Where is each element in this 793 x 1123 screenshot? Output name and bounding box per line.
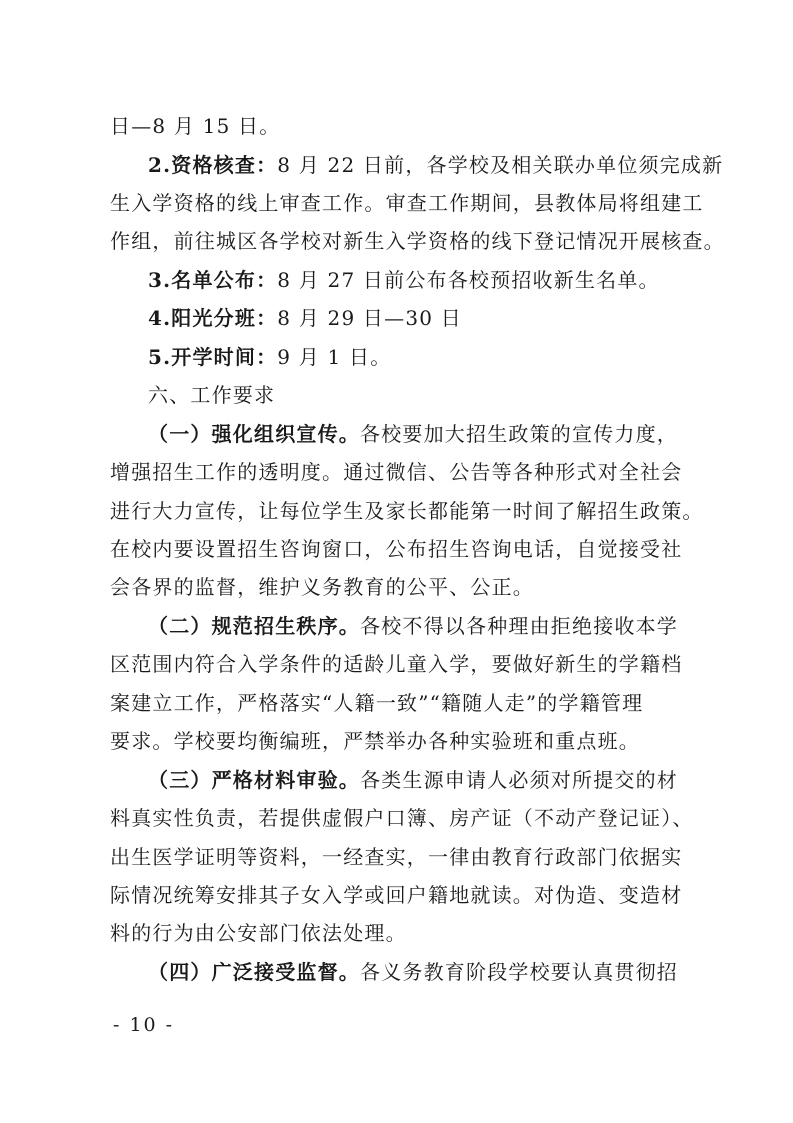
text-line-22: 料的行为由公安部门依法处理。	[110, 921, 407, 945]
text-line-12: 在校内要设置招生咨询窗口，公布招生咨询电话，自觉接受社	[110, 537, 683, 561]
subsection-3-materials: （三）严格材料审验。各类生源申请人必须对所提交的材	[148, 768, 678, 792]
subsection-4-supervision: （四）广泛接受监督。各义务教育阶段学校要认真贯彻招	[148, 960, 678, 984]
subsection-2-order: （二）规范招生秩序。各校不得以各种理由拒绝接收本学	[148, 614, 678, 638]
text-line-16: 案建立工作，严格落实“人籍一致”“籍随人走”的学籍管理	[110, 691, 644, 715]
text-line-20: 出生医学证明等资料，一经查实，一律由教育行政部门依据实	[110, 845, 683, 869]
text-line-13: 会各界的监督，维护义务教育的公平、公正。	[110, 575, 534, 599]
text-line-21: 际情况统筹安排其子女入学或回户籍地就读。对伪造、变造材	[110, 883, 683, 907]
text-line-11: 进行大力宣传，让每位学生及家长都能第一时间了解招生政策。	[110, 499, 704, 523]
text-line-1: 日—8 月 15 日。	[110, 114, 281, 138]
text-line-15: 区范围内符合入学条件的适龄儿童入学，要做好新生的学籍档	[110, 652, 683, 676]
section-heading-6: 六、工作要求	[148, 383, 276, 407]
subsection-1-publicity: （一）强化组织宣传。各校要加大招生政策的宣传力度，	[148, 422, 678, 446]
item-3-list-publication: 3.名单公布：8 月 27 日前公布各校预招收新生名单。	[148, 268, 660, 292]
item-2-qualification-check: 2.资格核查：8 月 22 日前，各学校及相关联办单位须完成新	[148, 153, 724, 177]
text-line-4: 作组，前往城区各学校对新生入学资格的线下登记情况开展核查。	[110, 229, 725, 253]
text-line-17: 要求。学校要均衡编班，严禁举办各种实验班和重点班。	[110, 729, 640, 753]
item-5-school-start: 5.开学时间：9 月 1 日。	[148, 345, 392, 369]
text-line-10: 增强招生工作的透明度。通过微信、公告等各种形式对全社会	[110, 460, 683, 484]
text-line-3: 生入学资格的线上审查工作。审查工作期间，县教体局将组建工	[110, 191, 704, 215]
item-4-class-assignment: 4.阳光分班：8 月 29 日—30 日	[148, 306, 462, 330]
text-line-19: 料真实性负责，若提供虚假户口簿、房产证（不动产登记证）、	[110, 806, 694, 830]
page-number: - 10 -	[113, 1014, 175, 1036]
